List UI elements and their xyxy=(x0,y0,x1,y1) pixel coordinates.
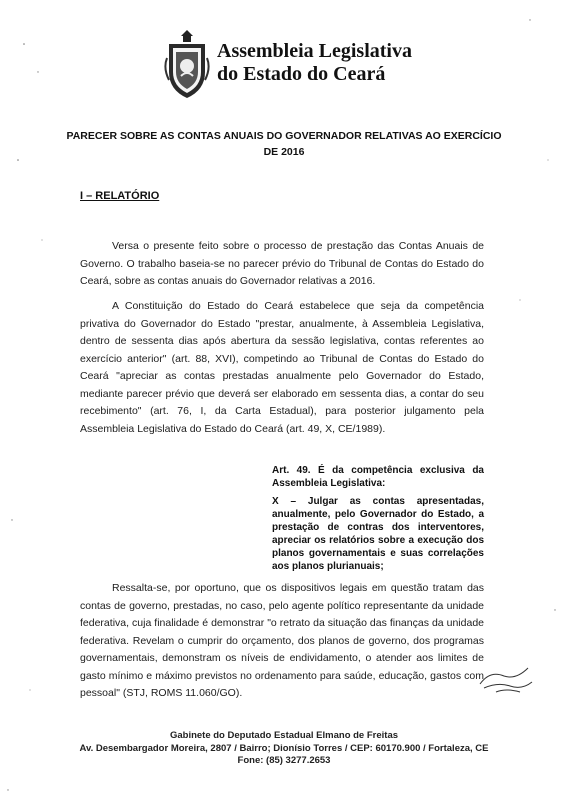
paragraph-1: Versa o presente feito sobre o processo de prestação das Contas Anuais de Governo. O trabalho baseia-se no parecer prévio do Tribunal de Contas do Estado do Ceará, sobre as contas anuais do Governador relativas a 2016. xyxy=(80,240,484,287)
document-title xyxy=(60,128,508,160)
quote-article: Art. 49. É da competência exclusiva da Assembleia Legislativa: xyxy=(272,465,484,489)
footer-address: Av. Desembargador Moreira, 2807 / Bairro; Dionísio Torres / CEP: 60170.900 / Fortaleza, CE xyxy=(79,742,489,754)
footer-office: Gabinete do Deputado Estadual Elmano de Freitas xyxy=(169,730,399,741)
title-line-2: DE 2016 xyxy=(263,146,305,158)
title-line-1: PARECER SOBRE AS CONTAS ANUAIS DO GOVERNADOR RELATIVAS AO EXERCÍCIO xyxy=(66,130,502,142)
quote-item-x: X – Julgar as contas apresentadas, anualmente, pelo Governador do Estado, a prestação de contras dos interventores, apreciar os relatórios sobre a execução dos planos governamentais e suas correlações aos planos plurianuais; xyxy=(272,496,484,572)
footer-phone: Fone: (85) 3277.2653 xyxy=(237,755,331,766)
footer xyxy=(60,730,508,768)
letterhead xyxy=(163,28,423,104)
section-heading: I – RELATÓRIO xyxy=(80,190,160,202)
paragraph-3: Ressalta-se, por oportuno, que os dispositivos legais em questão tratam das contas de governo, prestadas, no caso, pelo agente político representante da unidade federativa, cuja finalidade é demonstrar "o retrato da situação das finanças da unidade federativa. Revelam o cumprir do orçamento, dos planos de governo, dos programas governamentais, demonstram os níveis de endividamento, o atender aos limites de gasto mínimo e máximo previstos no ordenamento para saúde, educação, gastos com pessoal" (STJ, ROMS 11.060/GO). xyxy=(80,582,484,699)
handwritten-signature xyxy=(476,662,536,696)
organization-name xyxy=(217,40,412,86)
org-line-2: do Estado do Ceará xyxy=(217,63,386,85)
paragraph-2: A Constituição do Estado do Ceará estabelece que seja da competência privativa do Governador do Estado "prestar, anualmente, à Assembleia Legislativa, dentro de sessenta dias após abertura da sessão legislativa, contas referentes ao exercício anterior" (art. 88, XVI), competindo ao Tribunal de Contas do Estado do Ceará "apreciar as contas prestadas anualmente pelo Governador do Estado, mediante parecer prévio que deverá ser elaborado em sessenta dias, a contar do seu recebimento" (art. 76, I, da Carta Estadual), para posterior julgamento pela Assembleia Legislativa do Estado do Ceará (art. 49, X, CE/1989). xyxy=(80,300,484,435)
org-line-1: Assembleia Legislativa xyxy=(217,40,412,62)
state-seal-icon xyxy=(163,28,211,100)
